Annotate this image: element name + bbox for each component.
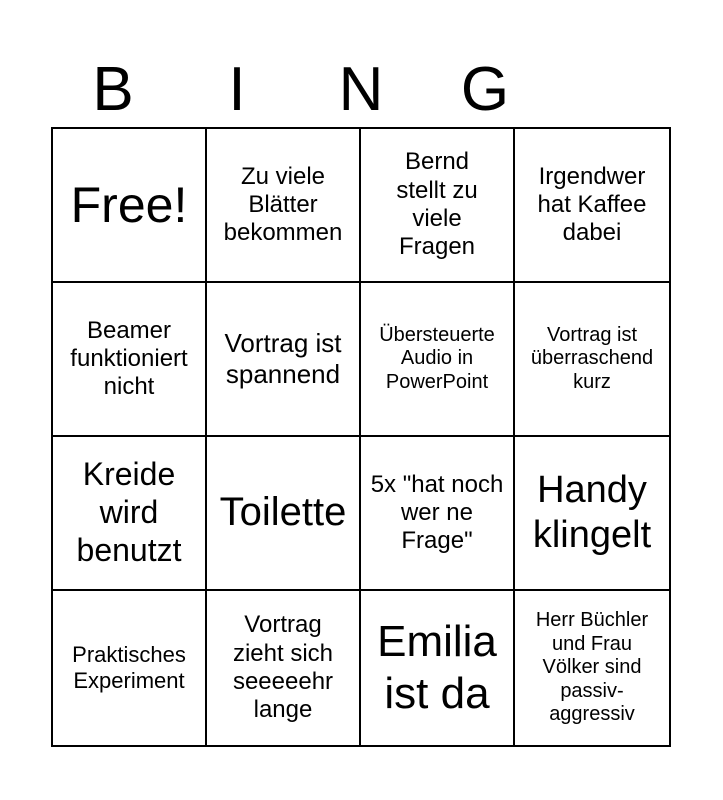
cell-text: Emilia ist da xyxy=(377,617,497,718)
bingo-cell[interactable] xyxy=(207,437,361,591)
header-letter-i: I xyxy=(228,55,246,124)
cell-text: Bernd stellt zu viele Fragen xyxy=(396,148,478,261)
bingo-cell[interactable] xyxy=(515,437,669,591)
bingo-cell[interactable] xyxy=(207,129,361,283)
cell-text: Handy klingelt xyxy=(532,469,652,556)
cell-text: Kreide wird benutzt xyxy=(76,456,182,568)
header-letter-g: G xyxy=(460,55,510,124)
bingo-cell[interactable] xyxy=(53,591,207,745)
bingo-card-grid xyxy=(51,127,671,747)
cell-text: Beamer funktioniert nicht xyxy=(70,316,188,401)
bingo-cell[interactable] xyxy=(53,283,207,437)
header-letter-b: B xyxy=(92,55,134,124)
bingo-header xyxy=(51,55,671,125)
header-letter-n: N xyxy=(338,55,384,124)
cell-text: 5x "hat noch wer ne Frage" xyxy=(370,470,504,555)
cell-text: Übersteuerte Audio in PowerPoint xyxy=(379,323,495,393)
bingo-cell[interactable] xyxy=(361,437,515,591)
bingo-cell[interactable] xyxy=(361,129,515,283)
cell-text: Free! xyxy=(70,176,188,233)
cell-text: Vortrag ist spannend xyxy=(224,328,342,389)
bingo-cell[interactable] xyxy=(515,283,669,437)
cell-text: Vortrag ist überraschend kurz xyxy=(530,323,654,393)
cell-text: Toilette xyxy=(219,490,347,535)
bingo-cell[interactable] xyxy=(207,283,361,437)
cell-text: Praktisches Experiment xyxy=(72,642,186,693)
bingo-cell[interactable] xyxy=(361,283,515,437)
bingo-cell[interactable] xyxy=(361,591,515,745)
bingo-cell[interactable] xyxy=(53,437,207,591)
cell-text: Irgendwer hat Kaffee dabei xyxy=(537,162,647,247)
bingo-cell[interactable] xyxy=(515,591,669,745)
bingo-cell[interactable] xyxy=(207,591,361,745)
cell-text: Zu viele Blätter bekommen xyxy=(223,162,343,247)
bingo-cell[interactable] xyxy=(515,129,669,283)
cell-text: Vortrag zieht sich seeeeehr lange xyxy=(232,611,334,724)
bingo-cell-free[interactable] xyxy=(53,129,207,283)
cell-text: Herr Büchler und Frau Völker sind passiv-aggressiv xyxy=(535,609,649,726)
